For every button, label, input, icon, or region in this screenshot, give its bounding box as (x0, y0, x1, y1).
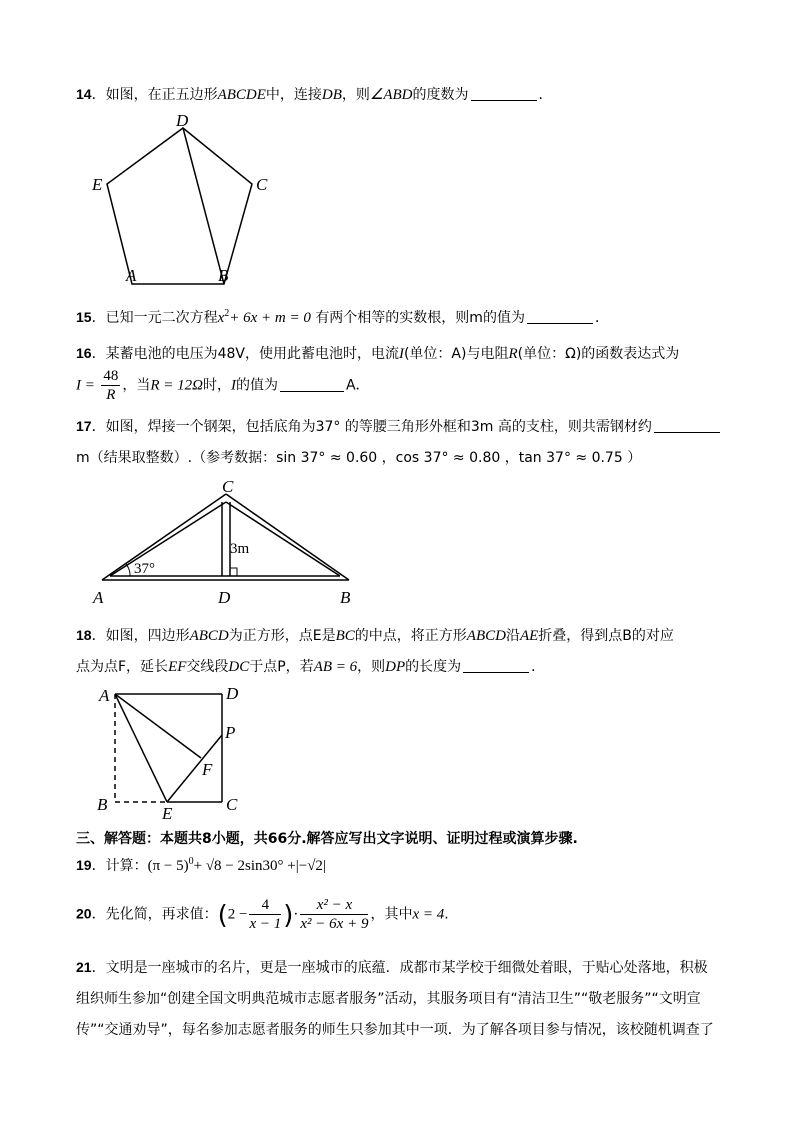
label-f: F (202, 760, 213, 779)
question-number: 14 (76, 86, 92, 102)
label-c: C (256, 175, 268, 194)
question-number: 15 (76, 309, 92, 325)
label-e: E (162, 804, 173, 822)
question-16-line2: I = $\frac{48}{R}$ ，当R = 12Ω时，I的值为 A． (76, 368, 370, 403)
label-p: P (225, 723, 236, 742)
pentagon-figure (90, 108, 290, 288)
question-19-text: 19．计算：$(\pi - 5)^0+ √8 - 2\sin 30^\circ +|-√2|$ (76, 856, 326, 874)
segment-af (115, 694, 201, 758)
answer-blank (527, 309, 593, 324)
question-number: 16 (76, 345, 92, 361)
question-15-text: 15．已知一元二次方程$x^2+ 6x + m = 0$ 有两个相等的实数根，则m的值为 ． (76, 308, 609, 326)
steel-frame-figure (90, 476, 380, 611)
right-angle-mark (230, 568, 237, 576)
question-17-line2: m（结果取整数）.（参考数据：sin 37° ≈ 0.60 ，cos 37° ≈ 0.80 ，tan 37° ≈ 0.75 ） (76, 450, 642, 466)
label-b: B (218, 266, 229, 285)
question-number: 18 (76, 627, 92, 643)
right-outer (226, 494, 349, 580)
label-d: D (226, 684, 239, 703)
label-d: D (218, 588, 231, 607)
height-label: 3m (230, 541, 250, 557)
label-a: A (93, 588, 104, 607)
question-18-line2: 点为点F，延长EF交线段DC于点P，若AB = 6，则DP的长度为 ． (76, 659, 546, 675)
question-number: 17 (76, 418, 92, 434)
question-number: 20 (76, 905, 92, 922)
answer-blank (463, 658, 529, 673)
answer-blank (471, 86, 537, 101)
question-16-line1: 16．某蓄电池的电压为48V，使用此蓄电池时，电流I(单位：A)与电阻R(单位：Ω)的函数表达式为 (76, 345, 680, 362)
label-a: A (126, 266, 137, 285)
fraction-48-over-r: $\frac{48}{R}$ (103, 368, 119, 403)
segment-ep (167, 735, 222, 802)
square-fold-figure (92, 682, 252, 822)
label-b: B (340, 588, 351, 607)
left-inner (110, 502, 226, 576)
question-20-text: 20．先化简，再求值：(2 − $\frac{4}{x - 1}$ )· $\frac{\text{x² − x}}{\text{x² − 6x + 9}}$ ，其中x = 4. (76, 897, 449, 932)
label-b: B (97, 795, 108, 814)
question-14-text: 14．如图，在正五边形ABCDE中，连接DB，则∠ABD的度数为 ． (76, 86, 553, 103)
diagonal-db (183, 128, 224, 284)
label-d: D (176, 111, 189, 130)
left-outer (102, 494, 226, 580)
question-number: 19 (76, 857, 92, 873)
question-21-line3: 传”“交通劝导”，每名参加志愿者服务的师生只参加其中一项．为了解各项目参与情况，该校随机调查了 (76, 1022, 714, 1038)
pentagon-shape (107, 128, 252, 284)
question-17-line1: 17．如图，焊接一个钢架，包括底角为37° 的等腰三角形外框和3m 高的支柱，则共需钢材约 (76, 416, 722, 436)
fraction-4-over-x-minus-1: $\frac{4}{x - 1}$ (249, 897, 282, 932)
label-c: C (222, 477, 234, 496)
answer-blank (654, 418, 720, 433)
question-number: 21 (76, 959, 92, 975)
fraction-x2-minus-x: $\frac{\text{x² − x}}{\text{x² − 6x + 9}}$ (300, 897, 369, 932)
section-heading: 三、解答题：本题共8小题，共66分.解答应写出文字说明、证明过程或演算步骤. (76, 831, 578, 847)
angle-label: 37° (134, 561, 155, 577)
label-e: E (92, 175, 103, 194)
question-21-line2: 组织师生参加“创建全国文明典范城市志愿者服务”活动，其服务项目有“清洁卫生”“敬老服务”“文明宣 (76, 991, 701, 1007)
fold-line-ae (115, 694, 167, 802)
right-inner (226, 502, 340, 576)
question-21-line1: 21．文明是一座城市的名片，更是一座城市的底蕴．成都市某学校于细微处着眼，于贴心处落地，积极 (76, 959, 708, 976)
answer-blank (280, 377, 344, 392)
label-c: C (226, 795, 238, 814)
question-18-line1: 18．如图，四边形ABCD为正方形，点E是BC的中点，将正方形ABCD沿AE折叠，得到点B的对应 (76, 627, 674, 644)
label-a: A (99, 686, 110, 705)
